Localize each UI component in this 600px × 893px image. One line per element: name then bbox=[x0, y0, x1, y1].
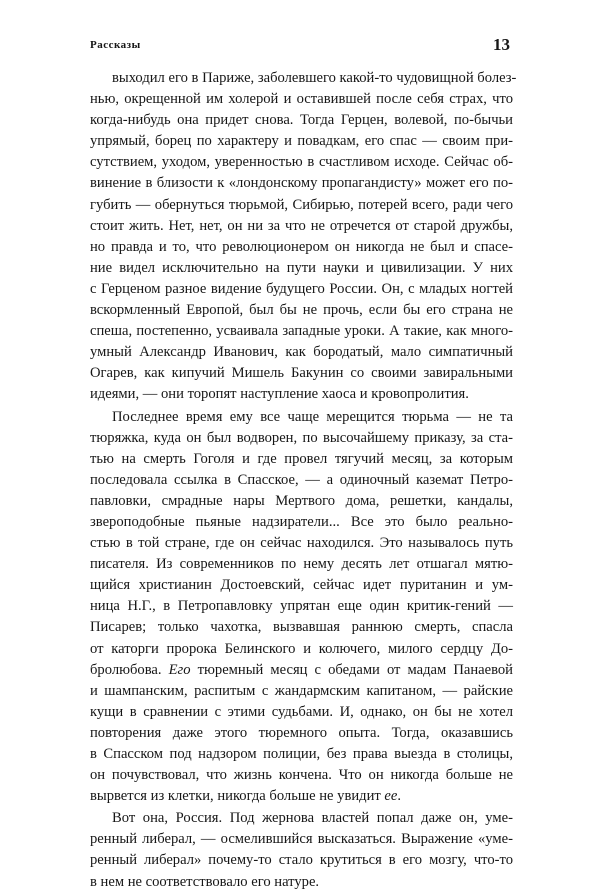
text-line: спеша, постепенно, усваивала западные уроки. А такие, как много- bbox=[90, 323, 513, 340]
text-line: идеями, — они торопят наступление хаоса и кровопролития. bbox=[90, 386, 469, 403]
text-line: и шампанским, распитым с жандармским капитаном, — райские bbox=[90, 682, 513, 699]
running-head: Рассказы bbox=[90, 39, 141, 51]
text-line: стоит жить. Нет, нет, он ни за что не отречется от старой дружбы, bbox=[90, 217, 513, 234]
emphasis: Его bbox=[168, 661, 191, 678]
text-line: щийся христианин Достоевский, сейчас идет пуританин и ум- bbox=[90, 577, 513, 594]
text-line: Огарев, как кипучий Мишель Бакунин со своими завиральными bbox=[90, 365, 513, 382]
text-line: повторения даже этого тюремного опыта. Тогда, оказавшись bbox=[90, 724, 513, 741]
text-line: умный Александр Иванович, как бородатый, мало симпатичный bbox=[90, 344, 513, 361]
text-line: кущи в сравнении с этими судьбами. И, однако, он бы не хотел bbox=[90, 703, 513, 720]
body-text bbox=[90, 68, 517, 893]
text-line: последовала ссылка в Спасское, — а одиночный каземат Петро- bbox=[90, 471, 513, 488]
text-line: стью в той стране, где он сейчас находился. Это называлось путь bbox=[90, 535, 513, 552]
text-line: писателя. Из современников по нему десять лет отшагал мятю- bbox=[90, 556, 513, 573]
text-line: губить — обернуться тюрьмой, Сибирью, потерей всего, ради чего bbox=[90, 196, 513, 213]
text-line: но правда и то, что революционером он никогда не был и спасе- bbox=[90, 238, 513, 255]
text-line: нью, окрещенной им холерой и оставившей после себя страх, что bbox=[90, 91, 513, 108]
text-line: ница Н.Г., в Петропавловку упрятан еще один критик-гений — bbox=[90, 598, 513, 615]
text-line: сутствием, уходом, уверенностью в счастливом исходе. Сейчас об- bbox=[90, 154, 513, 171]
text-line: вскормленный Европой, был бы не прочь, если бы его страна не bbox=[90, 302, 513, 319]
text-line: упрямый, борец по характеру и повадкам, его спас — своим при- bbox=[90, 133, 513, 150]
text-line: когда-нибудь она придет снова. Тогда Герцен, волевой, по-бычьи bbox=[90, 112, 513, 129]
text-line: вырвется из клетки, никогда больше не увидит ее. bbox=[90, 788, 402, 805]
text-line: от каторги пророка Белинского и колючего, милого сердцу До- bbox=[90, 640, 513, 657]
text-line: Вот она, Россия. Под жернова властей попал даже он, уме- bbox=[112, 810, 513, 827]
page-number: 13 bbox=[493, 35, 510, 54]
text-line: тью на смерть Гоголя и где провел тягучий месяц, за которым bbox=[90, 450, 513, 467]
text-line: ренный либерал» почему-то стало крутиться в его мозгу, что-то bbox=[90, 852, 513, 869]
text-line: бролюбова. Его тюремный месяц с обедами от мадам Панаевой bbox=[90, 661, 513, 678]
text-line: звероподобные пьяные надзиратели... Все это было реально- bbox=[90, 513, 513, 530]
paragraph bbox=[90, 808, 513, 892]
text-line: с Герценом разное видение будущего России. Он, с младых ногтей bbox=[90, 280, 513, 297]
text-line: павловки, смрадные нары Мертвого дома, решетки, кандалы, bbox=[90, 492, 513, 509]
emphasis: ее bbox=[384, 788, 398, 805]
paragraph bbox=[90, 68, 517, 406]
text-line: ние видел исключительно на пути науки и цивилизации. У них bbox=[90, 259, 513, 276]
paragraph bbox=[90, 407, 513, 808]
text-line: он почувствовал, что жизнь кончена. Что он никогда больше не bbox=[90, 767, 513, 784]
text-line: ренный либерал, — осмелившийся высказаться. Выражение «уме- bbox=[90, 831, 513, 848]
text-line: Писарев; только чахотка, вызвавшая раннюю смерть, спасла bbox=[90, 619, 513, 636]
text-line: Последнее время ему все чаще мерещится тюрьма — не та bbox=[112, 408, 513, 425]
text-line: винение в близости к «лондонскому пропагандисту» может его по- bbox=[90, 175, 513, 192]
text-line: в нем не соответствовало его натуре. bbox=[90, 873, 320, 890]
text-line: выходил его в Париже, заболевшего какой-то чудовищной болез- bbox=[112, 70, 517, 86]
text-line: в Спасском под надзором полиции, без права выезда в столицы, bbox=[90, 746, 513, 762]
page-header bbox=[90, 36, 510, 56]
text-line: тюряжка, куда он был водворен, по высочайшему приказу, за ста- bbox=[90, 429, 513, 446]
